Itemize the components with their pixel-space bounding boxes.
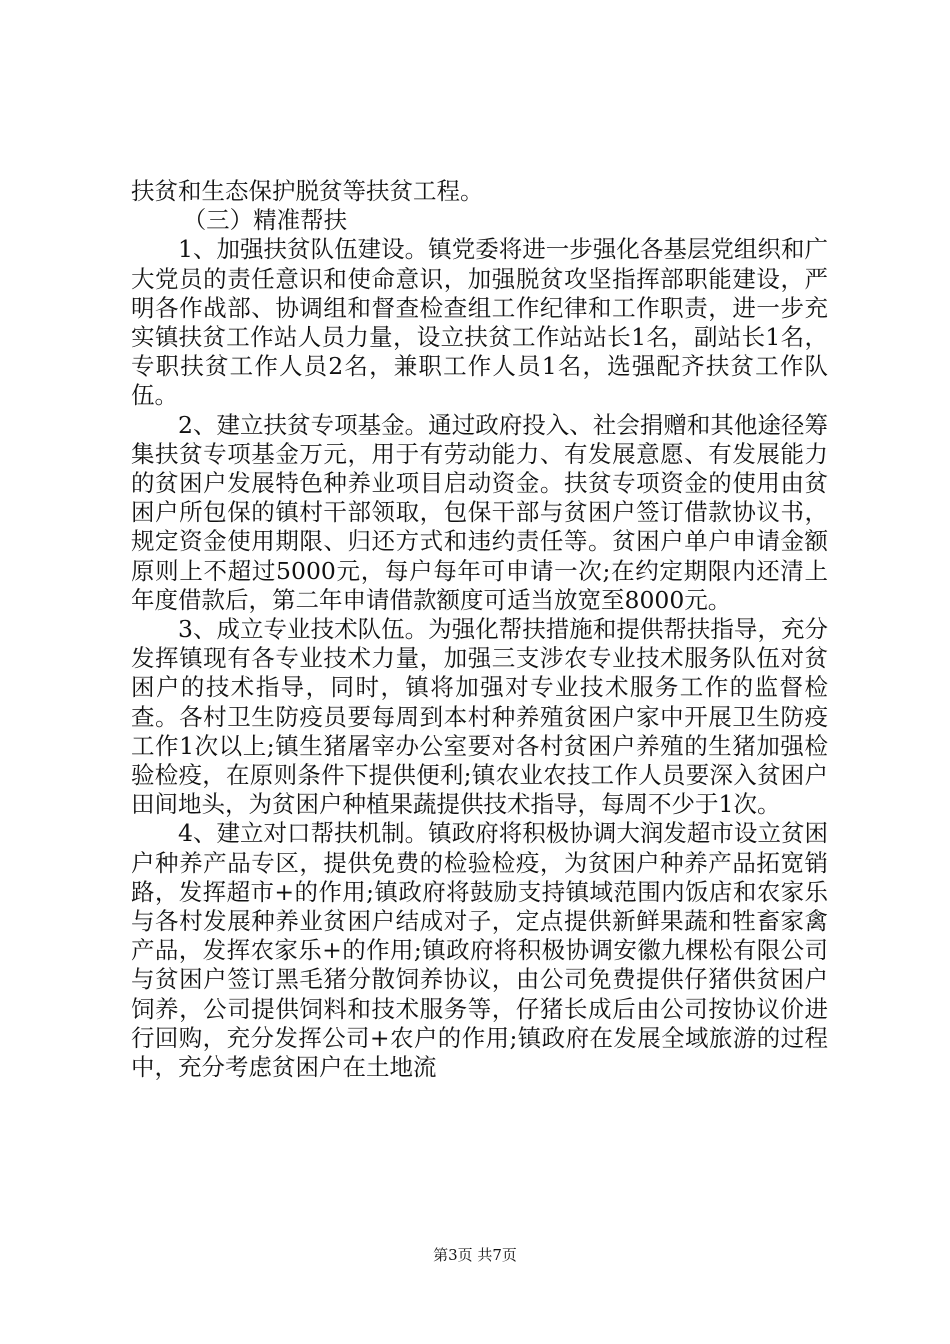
page-footer: 第3页 共7页 — [433, 1246, 517, 1264]
paragraph-4: 4、建立对口帮扶机制。镇政府将积极协调大润发超市设立贫困户种养产品专区，提供免费的检验检疫，为贫困户种养产品拓宽销路，发挥超市+的作用;镇政府将鼓励支持镇域范围内饭店和农家乐与各村发展种养业贫困户结成对子，定点提供新鲜果蔬和牲畜家禽产品，发挥农家乐+的作用;镇政府将积极协调安徽九棵松有限公司与贫困户签订黑毛猪分散饲养协议，由公司免费提供仔猪供贫困户饲养，公司提供饲料和技术服务等，仔猪长成后由公司按协议价进行回购，充分发挥公司+农户的作用;镇政府在发展全域旅游的过程中，充分考虑贫困户在土地流 — [131, 819, 828, 1082]
paragraph-1: 1、加强扶贫队伍建设。镇党委将进一步强化各基层党组织和广大党员的责任意识和使命意识，加强脱贫攻坚指挥部职能建设，严明各作战部、协调组和督查检查组工作纪律和工作职责，进一步充实镇扶贫工作站人员力量，设立扶贫工作站站长1名，副站长1名，专职扶贫工作人员2名，兼职工作人员1名，选强配齐扶贫工作队伍。 — [131, 235, 828, 410]
section-heading: （三）精准帮扶 — [182, 206, 348, 235]
paragraph-2: 2、建立扶贫专项基金。通过政府投入、社会捐赠和其他途径筹集扶贫专项基金万元，用于有劳动能力、有发展意愿、有发展能力的贫困户发展特色种养业项目启动资金。扶贫专项资金的使用由贫困户所包保的镇村干部领取，包保干部与贫困户签订借款协议书，规定资金使用期限、归还方式和违约责任等。贫困户单户申请金额原则上不超过5000元，每户每年可申请一次;在约定期限内还清上年度借款后，第二年申请借款额度可适当放宽至8000元。 — [131, 410, 828, 614]
paragraph-continuation: 扶贫和生态保护脱贫等扶贫工程。 — [131, 177, 484, 205]
paragraph-3: 3、成立专业技术队伍。为强化帮扶措施和提供帮扶指导，充分发挥镇现有各专业技术力量，加强三支涉农专业技术服务队伍对贫困户的技术指导，同时，镇将加强对专业技术服务工作的监督检查。各村卫生防疫员要每周到本村种养殖贫困户家中开展卫生防疫工作1次以上;镇生猪屠宰办公室要对各村贫困户养殖的生猪加强检验检疫，在原则条件下提供便利;镇农业农技工作人员要深入贫困户田间地头，为贫困户种植果蔬提供技术指导，每周不少于1次。 — [131, 615, 828, 819]
document-body — [131, 177, 828, 1082]
